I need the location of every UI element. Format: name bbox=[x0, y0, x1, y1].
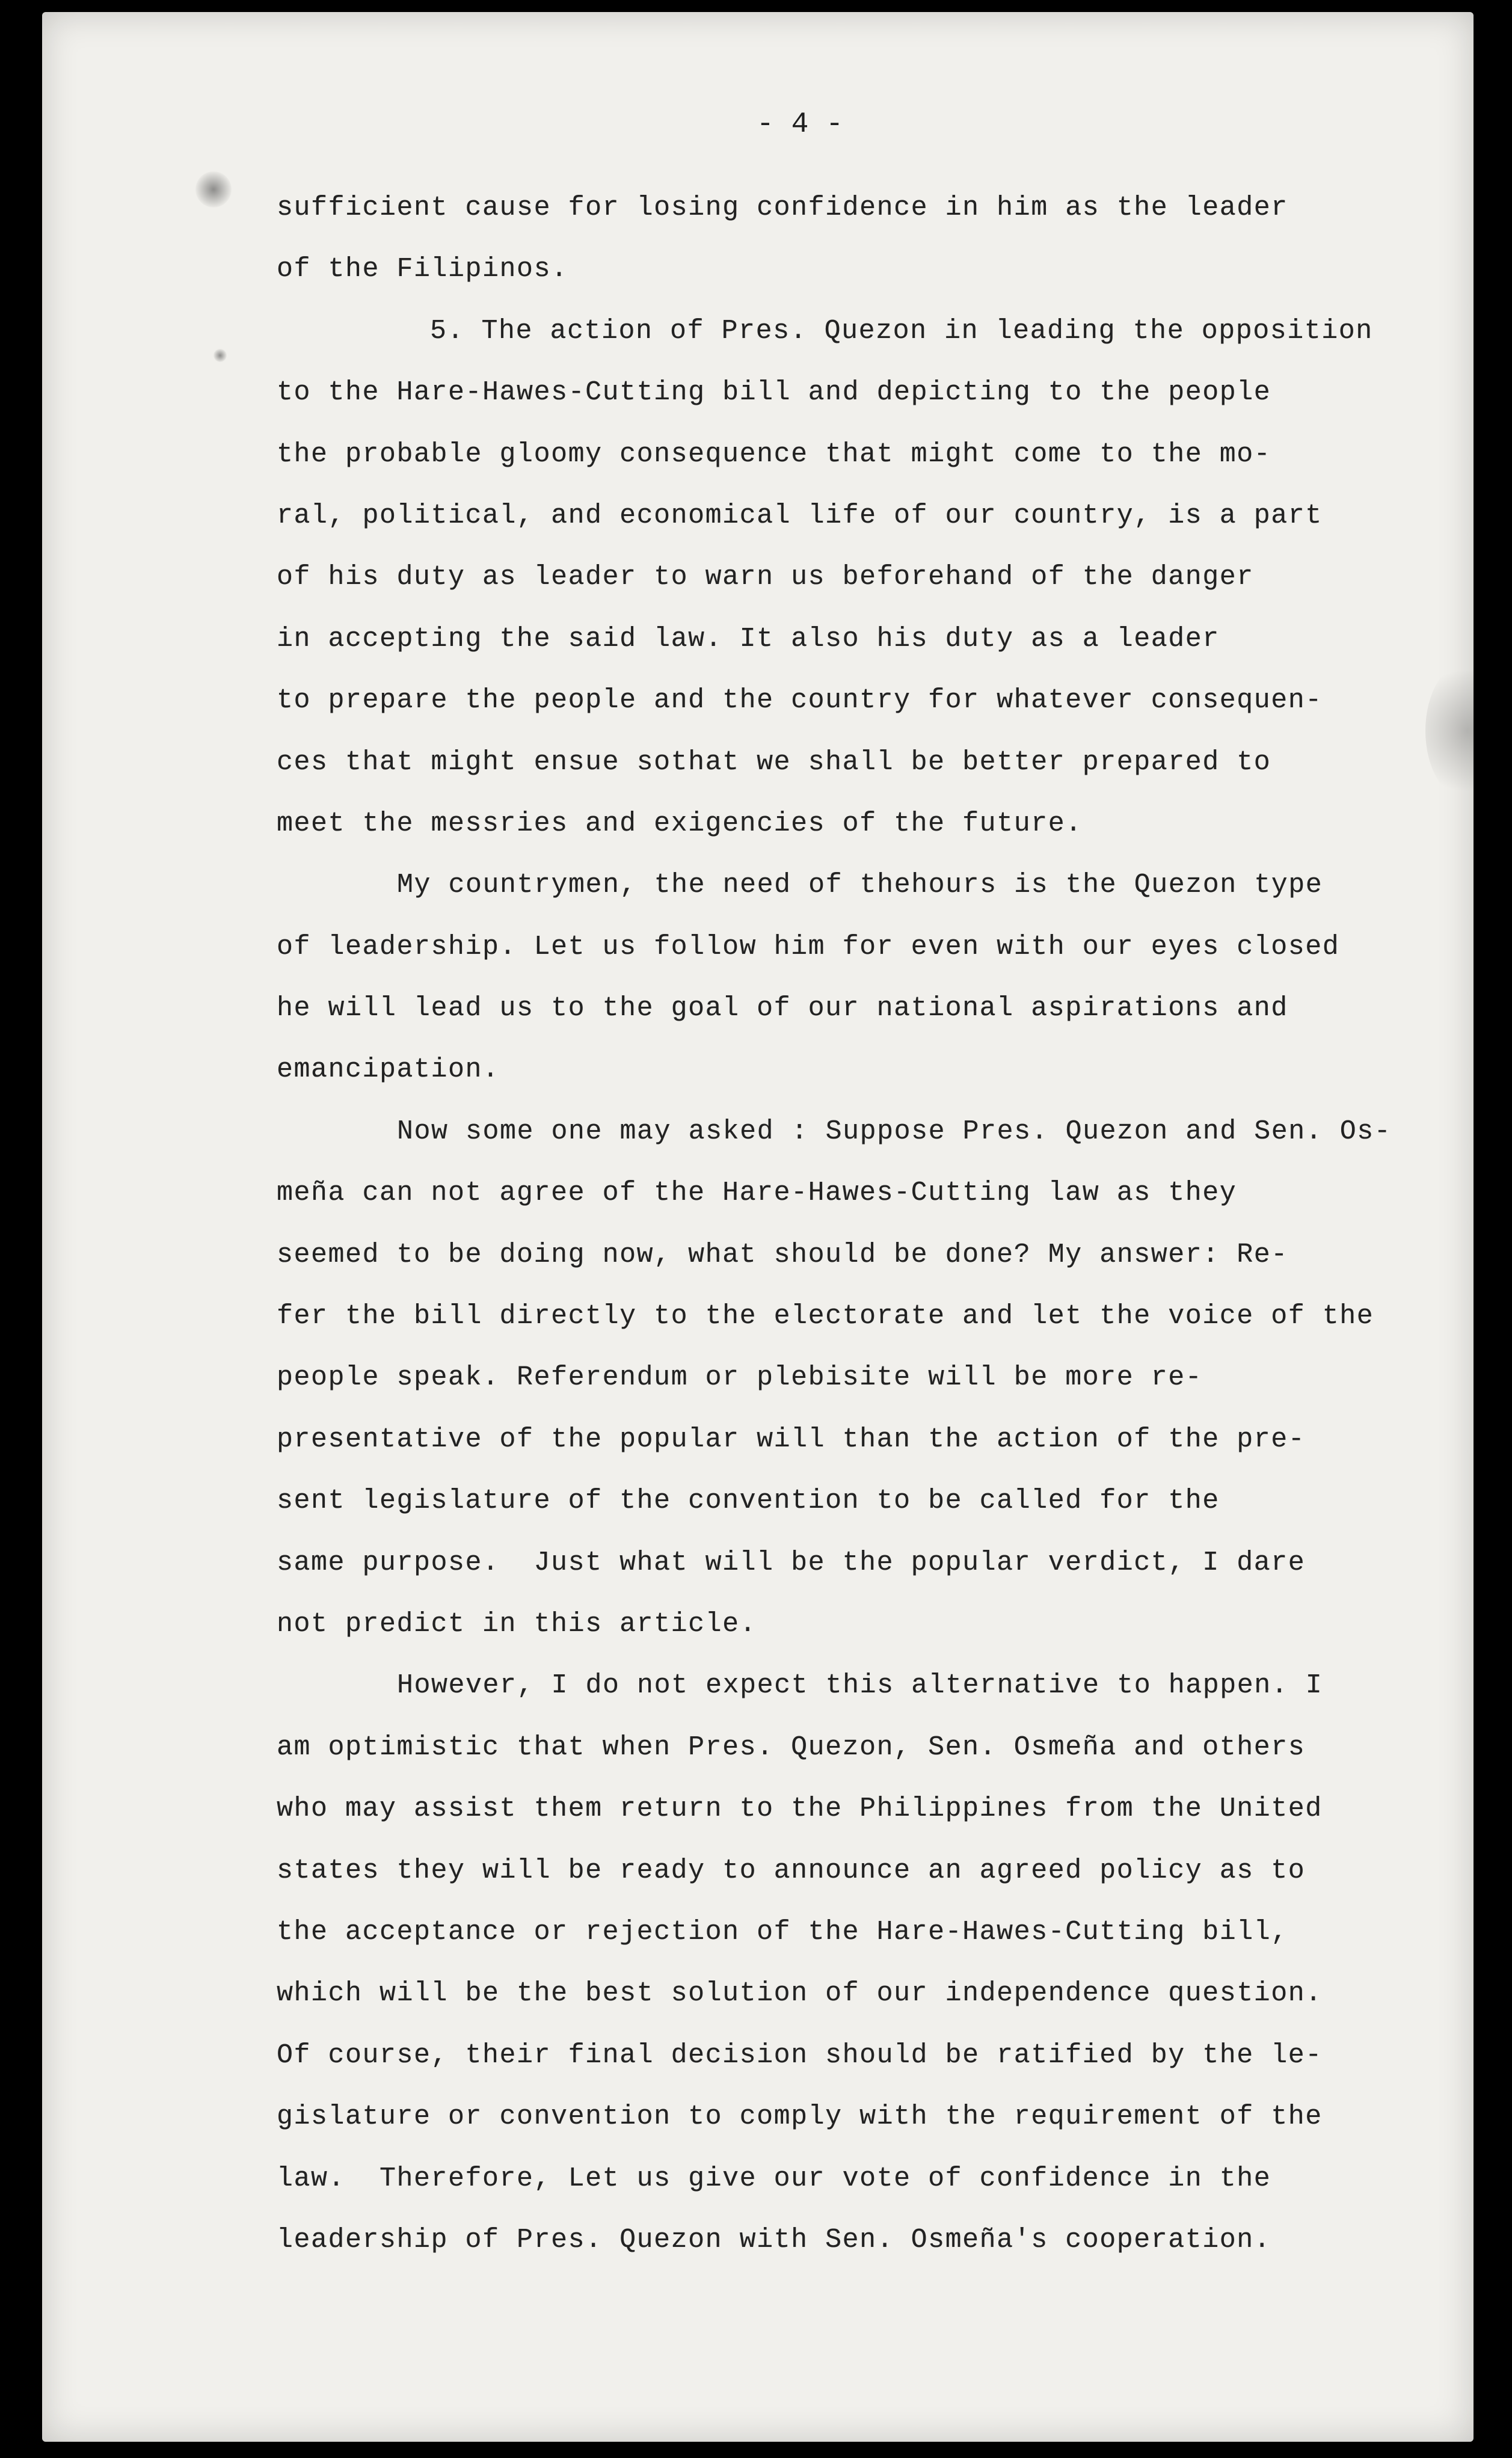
text-line: presentative of the popular will than the action of the pre- bbox=[277, 1424, 1306, 1455]
document-body bbox=[277, 177, 1474, 2271]
text-line: which will be the best solution of our independence question. bbox=[277, 1978, 1323, 2009]
text-line: of the Filipinos. bbox=[277, 254, 568, 285]
text-line: ces that might ensue sothat we shall be better prepared to bbox=[277, 746, 1271, 778]
text-line: sent legislature of the convention to be called for the bbox=[277, 1486, 1220, 1517]
text-line: 5. The action of Pres. Quezon in leading the opposition bbox=[430, 315, 1373, 346]
text-line: not predict in this article. bbox=[277, 1608, 757, 1639]
text-line: law. Therefore, Let us give our vote of confidence in the bbox=[277, 2163, 1271, 2194]
text-line: fer the bill directly to the electorate and let the voice of the bbox=[277, 1301, 1374, 1332]
text-line: meña can not agree of the Hare-Hawes-Cutting law as they bbox=[277, 1178, 1237, 1209]
ink-smudge bbox=[214, 349, 227, 362]
text-line: Of course, their final decision should be ratified by the le- bbox=[277, 2039, 1323, 2071]
text-line: ral, political, and economical life of our country, is a part bbox=[277, 500, 1323, 531]
text-line: states they will be ready to announce an agreed policy as to bbox=[277, 1855, 1306, 1886]
text-line: Now some one may asked : Suppose Pres. Quezon and Sen. Os- bbox=[397, 1116, 1392, 1147]
text-line: emancipation. bbox=[277, 1054, 500, 1086]
text-line: My countrymen, the need of thehours is the Quezon type bbox=[397, 870, 1323, 901]
ink-smudge bbox=[195, 171, 232, 207]
text-line: of leadership. Let us follow him for even with our eyes closed bbox=[277, 931, 1340, 962]
text-line: to the Hare-Hawes-Cutting bill and depicting to the people bbox=[277, 377, 1271, 408]
text-line: leadership of Pres. Quezon with Sen. Osmeña's cooperation. bbox=[277, 2224, 1271, 2255]
text-line: am optimistic that when Pres. Quezon, Sen. Osmeña and others bbox=[277, 1731, 1306, 1763]
text-line: gislature or convention to comply with the requirement of the bbox=[277, 2101, 1323, 2133]
text-line: same purpose. Just what will be the popular verdict, I dare bbox=[277, 1547, 1306, 1578]
text-line: who may assist them return to the Philippines from the United bbox=[277, 1793, 1323, 1825]
text-line: the acceptance or rejection of the Hare-Hawes-Cutting bill, bbox=[277, 1916, 1288, 1947]
text-line: to prepare the people and the country for whatever consequen- bbox=[277, 685, 1323, 716]
text-line: in accepting the said law. It also his duty as a leader bbox=[277, 623, 1220, 654]
text-line: seemed to be doing now, what should be done? My answer: Re- bbox=[277, 1239, 1288, 1270]
document-page bbox=[42, 12, 1474, 2442]
text-line: However, I do not expect this alternative to happen. I bbox=[397, 1670, 1323, 1701]
text-line: he will lead us to the goal of our national aspirations and bbox=[277, 993, 1288, 1024]
text-line: the probable gloomy consequence that might come to the mo- bbox=[277, 438, 1271, 470]
text-line: of his duty as leader to warn us beforehand of the danger bbox=[277, 562, 1254, 593]
text-line: people speak. Referendum or plebisite will be more re- bbox=[277, 1362, 1203, 1393]
page-number: - 4 - bbox=[756, 108, 844, 141]
text-line: meet the messries and exigencies of the future. bbox=[277, 808, 1083, 839]
text-line: sufficient cause for losing confidence in him as the leader bbox=[277, 192, 1288, 223]
